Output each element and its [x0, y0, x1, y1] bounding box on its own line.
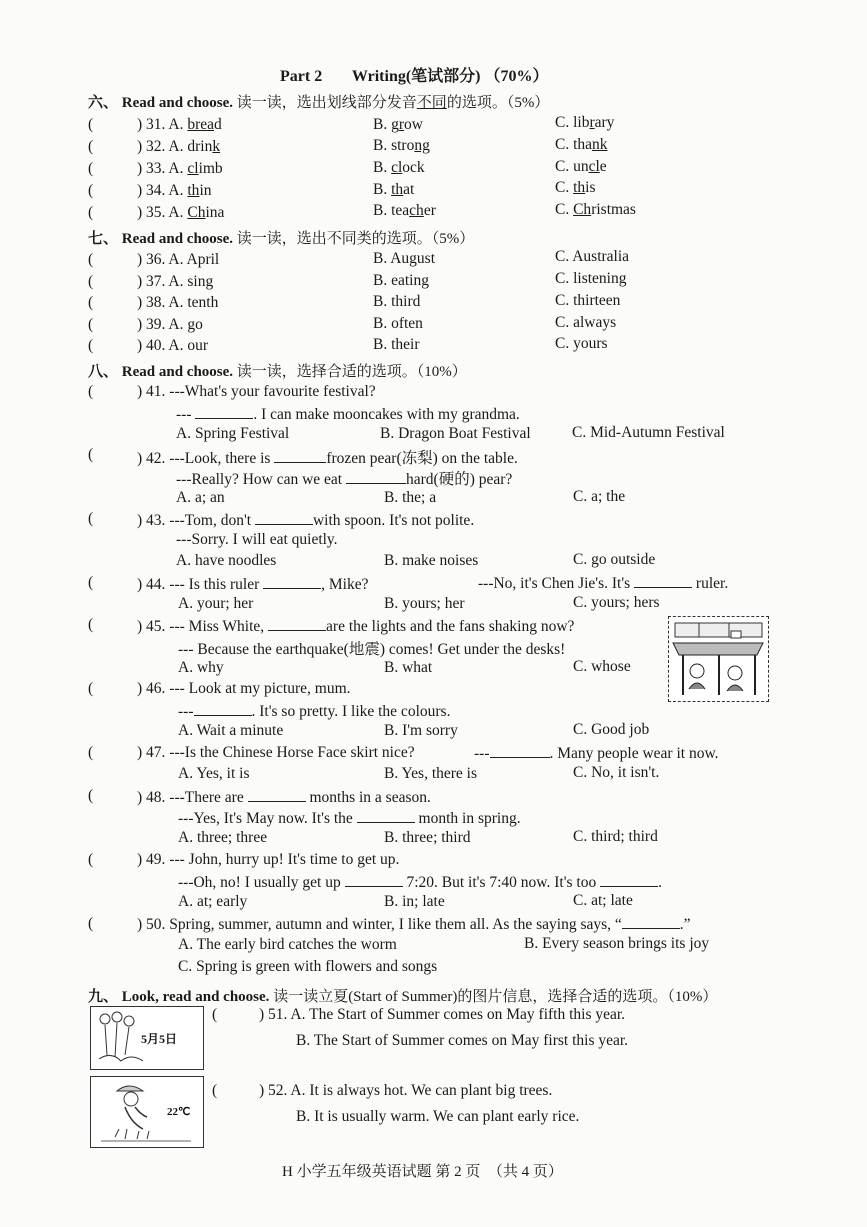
option-underlined: r — [589, 114, 595, 131]
option-c[interactable]: C. Mid-Autumn Festival — [572, 424, 725, 441]
option-b[interactable]: B. three; third — [384, 829, 471, 846]
answer-paren[interactable]: ( — [88, 915, 94, 932]
question-number: ) 34. A. — [137, 182, 184, 199]
text: ---Is the Chinese Horse Face skirt nice? — [169, 744, 415, 761]
option-text: e — [599, 158, 607, 175]
option-c[interactable] — [555, 201, 636, 219]
text: ---Really? How can we eat — [176, 471, 346, 488]
option-underlined: th — [391, 181, 404, 198]
question-number: ) 35. A. — [137, 204, 184, 221]
section-title-en: Read and choose. — [121, 231, 234, 247]
question-39: ) 39. A. go — [137, 316, 203, 333]
option-c[interactable]: C. yours; hers — [573, 594, 660, 611]
option-underlined: cl — [588, 158, 600, 175]
earthquake-picture — [668, 616, 769, 702]
question-45 — [137, 616, 574, 636]
option-text: er — [423, 202, 436, 219]
question-50 — [137, 914, 691, 934]
option-underlined: ng — [414, 137, 430, 154]
answer-blank[interactable] — [195, 404, 253, 419]
section-instruction: 读一读，选出不同类的选项。（5%） — [236, 231, 475, 247]
option-b[interactable]: B. The Start of Summer comes on May first this year. — [296, 1032, 629, 1049]
option-b[interactable]: B. the; a — [384, 489, 437, 506]
question-44 — [137, 574, 369, 594]
answer-paren[interactable]: ( — [88, 446, 94, 463]
option-c[interactable]: C. always — [555, 314, 617, 331]
option-b[interactable]: B. in; late — [384, 893, 445, 910]
question-42 — [137, 446, 518, 468]
text: Spring, summer, autumn and winter, I like them all. As the saying says, “ — [169, 916, 622, 933]
section-instruction-emph: 不同 — [416, 95, 447, 111]
option-label: C. — [555, 158, 574, 175]
question-line — [176, 404, 520, 424]
option-text: ristmas — [591, 201, 636, 218]
option-b[interactable] — [373, 181, 414, 199]
section-number: 八、 — [88, 364, 119, 380]
question-number: ) 50. — [137, 916, 166, 933]
text: months in a season. — [305, 789, 431, 806]
option-c[interactable]: C. Spring is green with flowers and songs — [178, 958, 438, 975]
option-text: lib — [573, 114, 590, 131]
question-31 — [137, 116, 222, 134]
section-8-heading — [88, 360, 467, 381]
option-a[interactable]: A. three; three — [178, 829, 268, 846]
question-line: ---What's your favourite festival? — [169, 383, 376, 400]
option-a[interactable]: A. why — [178, 659, 224, 676]
question-line — [178, 808, 521, 828]
text: . — [658, 874, 662, 891]
text: , Mike? — [321, 576, 369, 593]
option-a-underlined: cl — [187, 160, 199, 177]
question-48 — [137, 787, 431, 807]
option-c[interactable]: C. whose — [573, 658, 631, 675]
temperature-label: 22℃ — [167, 1106, 191, 1118]
question-number: ) 31. A. — [137, 116, 184, 133]
answer-blank[interactable] — [345, 872, 403, 887]
option-underlined: r — [398, 116, 405, 133]
option-c[interactable]: C. Good job — [573, 721, 650, 738]
question-line — [178, 701, 450, 721]
question-40: ) 40. A. our — [137, 337, 209, 354]
question-35 — [137, 204, 224, 222]
text: --- Look at my picture, mum. — [169, 680, 351, 697]
answer-paren[interactable]: ( — [88, 138, 94, 155]
text: --- — [474, 745, 490, 762]
text: ---No, it's Chen Jie's. It's — [478, 575, 635, 592]
answer-paren[interactable]: ( — [88, 616, 94, 633]
option-text: g — [391, 116, 399, 133]
text: ruler. — [692, 575, 729, 592]
answer-paren[interactable]: ( — [88, 116, 94, 133]
section-instruction: 读一读立夏(Start of Summer)的图片信息，选择合适的选项。（10%） — [273, 989, 718, 1005]
part-title: Writing(笔试部分) — [351, 68, 481, 85]
option-b[interactable]: B. third — [373, 293, 421, 310]
answer-paren[interactable]: ( — [88, 294, 94, 311]
text: --- — [176, 406, 196, 423]
option-c[interactable]: C. thirteen — [555, 292, 621, 309]
option-text: ock — [402, 159, 425, 176]
answer-blank[interactable] — [248, 787, 306, 802]
answer-paren[interactable]: ( — [88, 574, 94, 591]
option-underlined: nk — [592, 136, 608, 153]
text: ---Look, there is — [169, 450, 275, 467]
answer-blank[interactable] — [634, 573, 692, 588]
answer-blank[interactable] — [357, 808, 415, 823]
answer-paren[interactable]: ( — [88, 273, 94, 290]
option-a-underlined: th — [187, 182, 200, 199]
text: --- — [178, 703, 194, 720]
text: ---Yes, It's May now. It's the — [178, 810, 357, 827]
text: . Many people wear it now. — [549, 745, 719, 762]
question-line — [474, 743, 719, 763]
text: ---There are — [169, 789, 248, 806]
answer-paren[interactable]: ( — [88, 744, 94, 761]
option-a[interactable]: A. Wait a minute — [178, 722, 284, 739]
option-c[interactable]: C. Australia — [555, 248, 630, 265]
option-c[interactable]: C. go outside — [573, 551, 656, 568]
question-41 — [137, 383, 376, 401]
option-b[interactable]: B. yours; her — [384, 595, 465, 612]
text: hard(硬的) pear? — [406, 471, 513, 488]
question-number: ) 49. — [137, 851, 166, 868]
option-label: C. — [555, 136, 574, 153]
option-c[interactable] — [555, 136, 608, 154]
question-number: ) 43. — [137, 512, 166, 529]
option-label: C. — [555, 201, 574, 218]
question-number: ) 44. — [137, 576, 166, 593]
answer-blank[interactable] — [346, 469, 406, 484]
question-line — [178, 872, 662, 892]
option-b[interactable]: B. August — [373, 250, 436, 267]
question-number: ) 48. — [137, 789, 166, 806]
section-instruction-tail: 的选项。（5%） — [446, 95, 550, 111]
farmer-planting-icon — [91, 1077, 203, 1147]
option-a[interactable]: A. a; an — [176, 489, 225, 506]
section-7-heading — [88, 227, 474, 248]
option-a[interactable]: A. The early bird catches the worm — [178, 936, 397, 953]
question-line: --- Because the earthquake(地震) comes! Get under the desks! — [178, 641, 566, 658]
option-text: at — [403, 181, 415, 198]
text: --- Miss White, — [169, 618, 269, 635]
text: --- John, hurry up! It's time to get up. — [169, 851, 400, 868]
section-title-en: Look, read and choose. — [121, 989, 270, 1005]
option-b[interactable]: B. eating — [373, 272, 429, 289]
option-label: B. — [373, 116, 392, 133]
text: frozen pear(冻梨) on the table. — [326, 450, 518, 467]
option-label: C. — [555, 114, 574, 131]
answer-paren[interactable]: ( — [212, 1082, 218, 1099]
option-a-text: drin — [187, 138, 213, 155]
answer-paren[interactable]: ( — [88, 787, 94, 804]
option-c[interactable]: C. listening — [555, 270, 627, 287]
answer-paren[interactable]: ( — [88, 316, 94, 333]
question-number: ) 47. — [137, 744, 166, 761]
option-a-underlined: k — [212, 138, 221, 155]
option-underlined: ch — [409, 202, 424, 219]
option-c[interactable] — [555, 179, 596, 197]
question-number: ) 32. A. — [137, 138, 184, 155]
option-c[interactable] — [555, 114, 614, 132]
answer-paren[interactable]: ( — [88, 510, 94, 527]
option-b[interactable] — [373, 137, 430, 155]
question-34 — [137, 182, 212, 200]
section-6-heading — [88, 91, 549, 112]
flower-calendar-icon — [91, 1007, 203, 1069]
option-label: C. — [555, 179, 574, 196]
option-label: B. — [373, 202, 392, 219]
option-c[interactable]: C. a; the — [573, 488, 626, 505]
answer-paren[interactable]: ( — [212, 1006, 218, 1023]
option-c[interactable]: C. at; late — [573, 892, 633, 909]
option-a[interactable]: A. Spring Festival — [176, 425, 290, 442]
answer-blank[interactable] — [268, 616, 326, 631]
text: . It's so pretty. I like the colours. — [251, 703, 451, 720]
section-number: 七、 — [88, 231, 119, 247]
option-c[interactable]: C. yours — [555, 335, 608, 352]
answer-paren[interactable]: ( — [88, 851, 94, 868]
option-label: B. — [373, 181, 392, 198]
answer-paren[interactable]: ( — [88, 383, 94, 400]
section-number: 九、 — [88, 989, 119, 1005]
option-text: is — [585, 179, 596, 196]
question-number: ) 42. — [137, 450, 166, 467]
option-a[interactable]: A. Yes, it is — [178, 765, 250, 782]
option-b[interactable]: B. what — [384, 659, 433, 676]
question-line — [478, 573, 728, 593]
option-a-rest: imb — [198, 160, 223, 177]
text: ---Tom, don't — [169, 512, 255, 529]
option-a[interactable]: A. have noodles — [176, 552, 277, 569]
option-c[interactable]: C. No, it isn't. — [573, 764, 660, 781]
option-b[interactable]: B. I'm sorry — [384, 722, 458, 739]
option-b[interactable]: B. It is usually warm. We can plant early rice. — [296, 1108, 580, 1125]
option-label: B. — [373, 137, 392, 154]
section-instruction: 读一读，选出划线部分发音 — [236, 95, 417, 111]
text: with spoon. It's not polite. — [312, 512, 475, 529]
question-line: ---Sorry. I will eat quietly. — [176, 531, 338, 548]
question-43 — [137, 510, 474, 530]
option-c[interactable] — [555, 158, 607, 176]
question-47 — [137, 744, 415, 762]
text: ---Oh, no! I usually get up — [178, 874, 345, 891]
question-52[interactable]: ) 52. A. It is always hot. We can plant big trees. — [259, 1082, 553, 1099]
option-c[interactable]: C. third; third — [573, 828, 658, 845]
option-underlined: cl — [391, 159, 403, 176]
answer-blank[interactable] — [274, 448, 326, 463]
option-label: B. — [373, 159, 392, 176]
text: --- Is this ruler — [169, 576, 264, 593]
answer-blank[interactable] — [622, 914, 680, 929]
page-title — [280, 63, 549, 86]
option-b[interactable] — [373, 116, 423, 134]
date-label: 5月5日 — [141, 1032, 178, 1046]
option-a[interactable]: A. your; her — [178, 595, 254, 612]
option-text: tha — [573, 136, 593, 153]
option-a-underlined: Ch — [187, 204, 206, 221]
option-b[interactable]: B. Dragon Boat Festival — [380, 425, 531, 442]
option-a[interactable]: A. at; early — [178, 893, 248, 910]
part-score: （70%） — [484, 68, 549, 85]
answer-blank[interactable] — [490, 743, 550, 758]
text: month in spring. — [414, 810, 521, 827]
option-b[interactable]: B. their — [373, 336, 420, 353]
question-49 — [137, 851, 399, 869]
answer-paren[interactable]: ( — [88, 160, 94, 177]
text: 7:20. But it's 7:40 now. It's too — [402, 874, 601, 891]
answer-paren[interactable]: ( — [88, 680, 94, 697]
option-b[interactable]: B. Yes, there is — [384, 765, 478, 782]
option-a-rest: d — [214, 116, 222, 133]
section-title-en: Read and choose. — [121, 95, 234, 111]
question-line — [176, 467, 512, 489]
question-38: ) 38. A. tenth — [137, 294, 219, 311]
option-text: un — [573, 158, 589, 175]
answer-blank[interactable] — [600, 872, 658, 887]
option-a-rest: in — [199, 182, 212, 199]
answer-paren[interactable]: ( — [88, 251, 94, 268]
calendar-picture — [90, 1006, 204, 1070]
option-text: tea — [391, 202, 410, 219]
answer-blank[interactable] — [255, 510, 313, 525]
text: .” — [679, 916, 691, 933]
answer-blank[interactable] — [263, 574, 321, 589]
section-title-en: Read and choose. — [121, 364, 234, 380]
option-underlined: th — [573, 179, 586, 196]
option-b[interactable]: B. Every season brings its joy — [524, 935, 710, 952]
section-9-heading — [88, 985, 717, 1006]
question-number: ) 46. — [137, 680, 166, 697]
option-text: ow — [404, 116, 423, 133]
page-footer: H 小学五年级英语试题 第 2 页 （共 4 页） — [282, 1164, 563, 1180]
question-51[interactable]: ) 51. A. The Start of Summer comes on May fifth this year. — [259, 1006, 626, 1023]
answer-paren[interactable]: ( — [88, 182, 94, 199]
question-46 — [137, 680, 351, 698]
section-instruction: 读一读，选择合适的选项。（10%） — [236, 364, 467, 380]
question-37: ) 37. A. sing — [137, 273, 214, 290]
farmer-picture — [90, 1076, 204, 1148]
classroom-desks-icon — [669, 617, 768, 701]
question-number: ) 33. A. — [137, 160, 184, 177]
part-label: Part 2 — [280, 68, 323, 85]
question-32 — [137, 138, 220, 156]
option-b[interactable]: B. often — [373, 315, 423, 332]
option-text: stro — [391, 137, 415, 154]
option-b[interactable]: B. make noises — [384, 552, 479, 569]
text: are the lights and the fans shaking now? — [326, 618, 575, 635]
option-a-underlined: brea — [187, 116, 215, 133]
option-underlined: Ch — [573, 201, 592, 218]
answer-paren[interactable]: ( — [88, 337, 94, 354]
option-b[interactable] — [373, 159, 425, 177]
text: . I can make mooncakes with my grandma. — [253, 406, 520, 423]
section-number: 六、 — [88, 95, 119, 111]
answer-paren[interactable]: ( — [88, 204, 94, 221]
question-36: ) 36. A. April — [137, 251, 220, 268]
question-33 — [137, 160, 223, 178]
question-number: ) 45. — [137, 618, 166, 635]
answer-blank[interactable] — [194, 701, 252, 716]
question-number: ) 41. — [137, 383, 166, 400]
option-b[interactable] — [373, 202, 436, 220]
option-text: ary — [594, 114, 615, 131]
option-a-rest: ina — [205, 204, 225, 221]
